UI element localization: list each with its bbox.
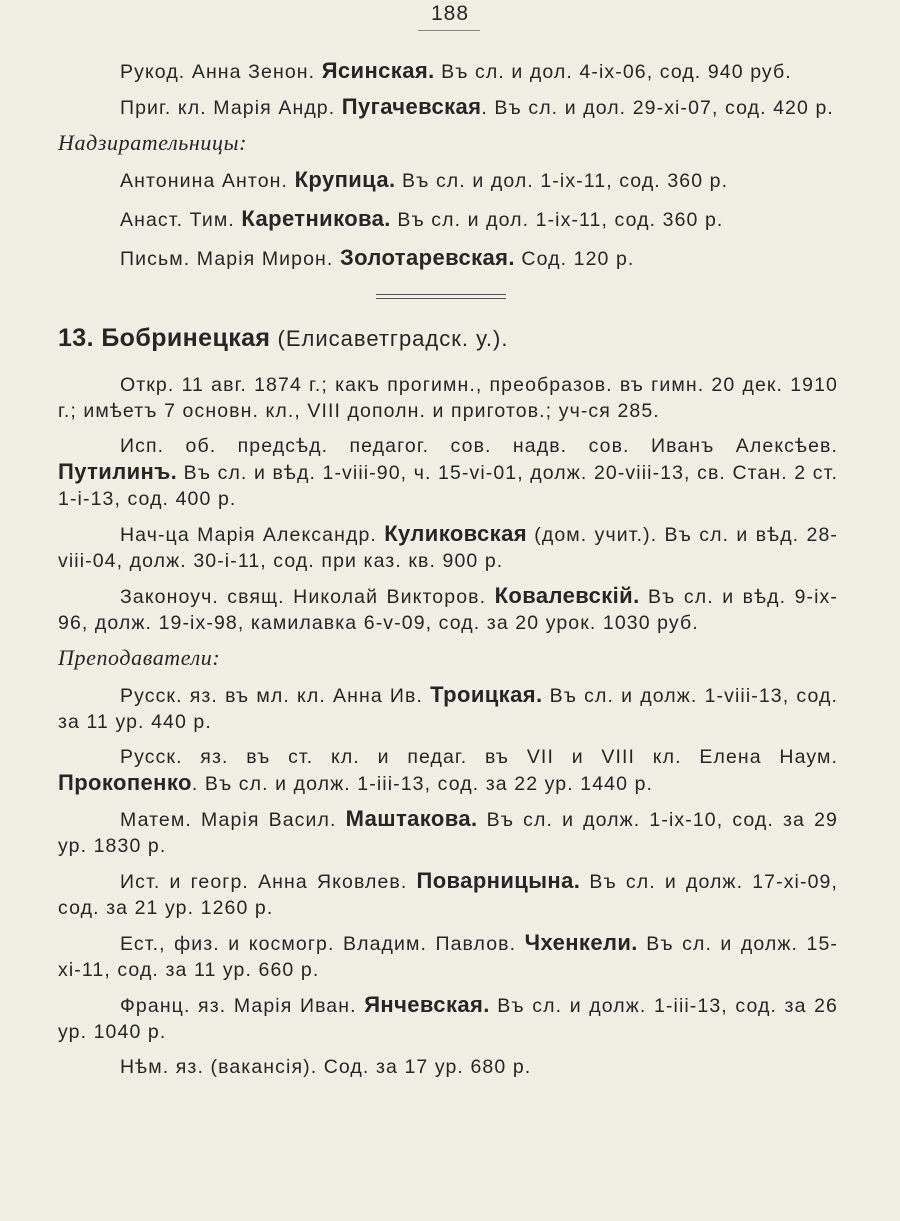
page-body — [58, 58, 838, 1089]
entry-kovalevsky: Законоуч. свящ. Николай Викторов. Ковалевскій. Въ сл. и вѣд. 9-ix-96, долж. 19-ix-98, камилавка 6-v-09, сод. за 20 урок. 1030 руб. — [58, 583, 838, 634]
entry-zolotarevskaya: Письм. Марія Мирон. Золотаревская. Сод. 120 р. — [120, 245, 635, 270]
section-divider — [376, 294, 506, 299]
entry-krupitsa: Антонина Антон. Крупица. Въ сл. и дол. 1-ix-11, сод. 360 р. — [120, 167, 729, 192]
subtitle-supervisors: Надзирательницы: — [58, 130, 248, 155]
section-heading: 13. Бобринецкая (Елисаветградск. у.). — [58, 324, 509, 352]
entry-yasinskaya: Рукод. Анна Зенон. Ясинская. Въ сл. и дол. 4-ix-06, сод. 940 руб. — [120, 58, 792, 83]
entry-prokopenko: Русск. яз. въ ст. кл. и педаг. въ VII и VIII кл. Елена Наум. Прокопенко. Въ сл. и долж. 1-iii-13, сод. за 22 ур. 1440 р. — [58, 746, 838, 795]
subtitle-teachers: Преподаватели: — [58, 645, 221, 670]
entry-mashtakova: Матем. Марія Васил. Маштакова. Въ сл. и долж. 1-ix-10, сод. за 29 ур. 1830 р. — [58, 806, 838, 857]
entry-karetnikova: Анаст. Тим. Каретникова. Въ сл. и дол. 1-ix-11, сод. 360 р. — [120, 206, 724, 231]
paragraph-opened: Откр. 11 авг. 1874 г.; какъ прогимн., преобразов. въ гимн. 20 дек. 1910 г.; имѣетъ 7 основн. кл., VIII дополн. и приготов.; уч-ся 285. — [58, 374, 838, 422]
entry-pugachevskaya: Приг. кл. Марія Андр. Пугачевская. Въ сл. и дол. 29-xi-07, сод. 420 р. — [120, 94, 834, 119]
page-number: 188 — [430, 2, 470, 25]
entry-troitskaya: Русск. яз. въ мл. кл. Анна Ив. Троицкая. Въ сл. и долж. 1-viii-13, сод. за 11 ур. 440 р. — [58, 682, 838, 733]
entry-kulikovskaya: Нач-ца Марія Александр. Куликовская (дом. учит.). Въ сл. и вѣд. 28-viii-04, долж. 30-i-11, сод. при каз. кв. 900 р. — [58, 521, 838, 572]
header-rule — [418, 30, 480, 31]
entry-povarnitsyna: Ист. и геогр. Анна Яковлев. Поварницына. Въ сл. и долж. 17-xi-09, сод. за 21 ур. 1260 р. — [58, 868, 838, 919]
entry-yanchevskaya: Франц. яз. Марія Иван. Янчевская. Въ сл. и долж. 1-iii-13, сод. за 26 ур. 1040 р. — [58, 992, 838, 1043]
entry-chkhenkeli: Ест., физ. и космогр. Владим. Павлов. Чхенкели. Въ сл. и долж. 15-xi-11, сод. за 11 ур. 660 р. — [58, 930, 838, 981]
entry-german-vacancy: Нѣм. яз. (вакансія). Сод. за 17 ур. 680 р. — [120, 1056, 532, 1078]
entry-putilin: Исп. об. предсѣд. педагог. сов. надв. сов. Иванъ Алексѣев. Путилинъ. Въ сл. и вѣд. 1-viii-90, ч. 15-vi-01, долж. 20-viii-13, св. Стан. 2 ст. 1-i-13, сод. 400 р. — [58, 435, 838, 510]
